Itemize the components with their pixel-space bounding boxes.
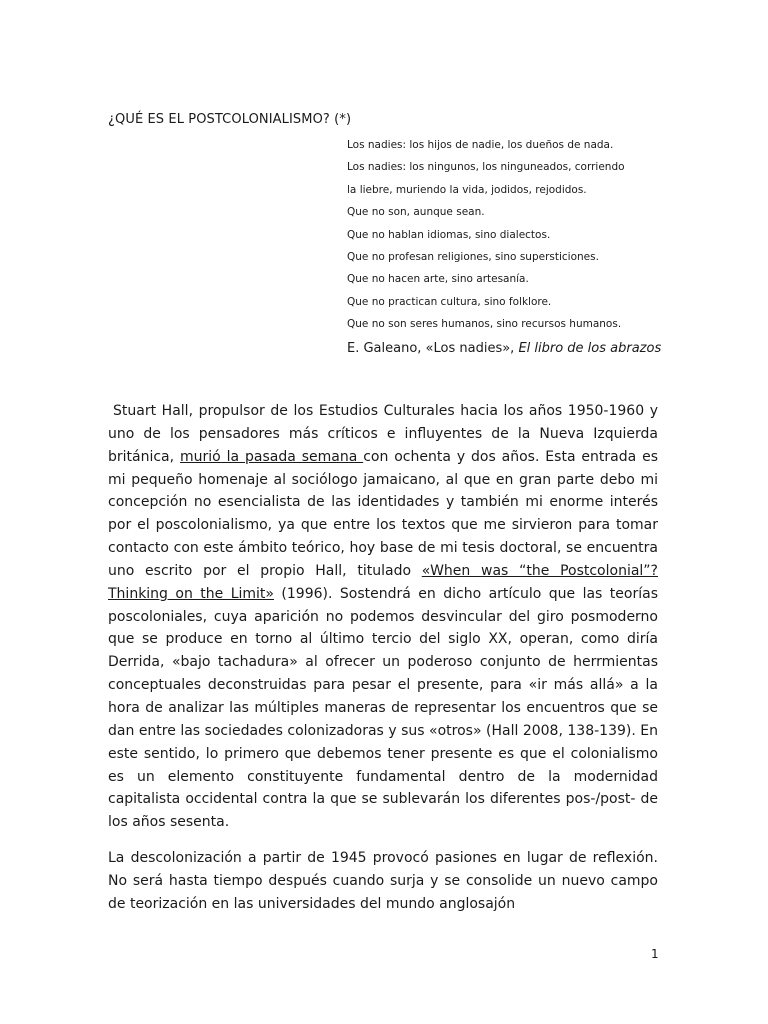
attribution-author: E. Galeano, «Los nadies», (347, 340, 519, 356)
epigraph-line: la liebre, muriendo la vida, jodidos, rejodidos. (347, 183, 587, 196)
epigraph-line: Que no profesan religiones, sino supersticiones. (347, 250, 599, 263)
epigraph-line: Que no hacen arte, sino artesanía. (347, 273, 529, 286)
epigraph-line: Los nadies: los hijos de nadie, los dueños de nada. (347, 139, 614, 151)
body-text (108, 400, 658, 916)
obituary-link[interactable]: murió la pasada semana (180, 448, 364, 465)
epigraph (347, 134, 677, 360)
epigraph-line: Que no son, aunque sean. (347, 206, 485, 219)
paragraph: La descolonización a partir de 1945 provocó pasiones en lugar de reflexión. No será hasta tiempo después cuando surja y se consolide un nuevo campo de teorización en las universidades del mundo anglosajón (108, 850, 658, 912)
page-number: 1 (651, 947, 659, 961)
paragraph-text: Stuart Hall, propulsor de los Estudios Culturales hacia los años 1950-1960 y uno de los pensadores más críticos e influyentes de la Nueva Izquierda británica, (108, 403, 658, 465)
article-link[interactable]: «When was “the Postcolonial”? Thinking on the Limit» (108, 562, 658, 602)
paragraph (108, 400, 658, 834)
epigraph-attribution (347, 338, 667, 360)
epigraph-line: Que no practican cultura, sino folklore. (347, 295, 552, 308)
epigraph-line: Los nadies: los ningunos, los ninguneados, corriendo (347, 161, 625, 174)
document-title: ¿QUÉ ES EL POSTCOLONIALISMO? (*) (108, 112, 352, 127)
epigraph-line: Que no son seres humanos, sino recursos humanos. (347, 318, 622, 331)
paragraph-text: (1996). Sostendrá en dicho artículo que las teorías poscoloniales, cuya aparición no podemos desvincular del giro posmoderno que se produce en torno al último tercio del siglo XX, operan, como diría Derrida, «bajo tachadura» al ofrecer un poderoso conjunto de herrmientas conceptuales deconstruidas para pesar el presente, para «ir más allá» a la hora de analizar las múltiples maneras de representar los encuentros que se dan entre las sociedades colonizadoras y sus «otros» (Hall 2008, 138-139). En este sentido, lo primero que debemos tener presente es que el colonialismo es un elemento constituyente fundamental dentro de la modernidad capitalista occidental contra la que se sublevarán los diferentes pos-/post- de los años sesenta. (108, 585, 658, 831)
paragraph-text: con ochenta y dos años. Esta entrada es mi pequeño homenaje al sociólogo jamaicano, al que en gran parte debo mi concepción no esencialista de las identidades y también mi enorme interés por el poscolonialismo, ya que entre los textos que me sirvieron para tomar contacto con este ámbito teórico, hoy base de mi tesis doctoral, se encuentra uno escrito por el propio Hall, titulado (108, 448, 659, 579)
epigraph-line: Que no hablan idiomas, sino dialectos. (347, 228, 551, 241)
attribution-book-title: El libro de los abrazos (518, 340, 662, 356)
